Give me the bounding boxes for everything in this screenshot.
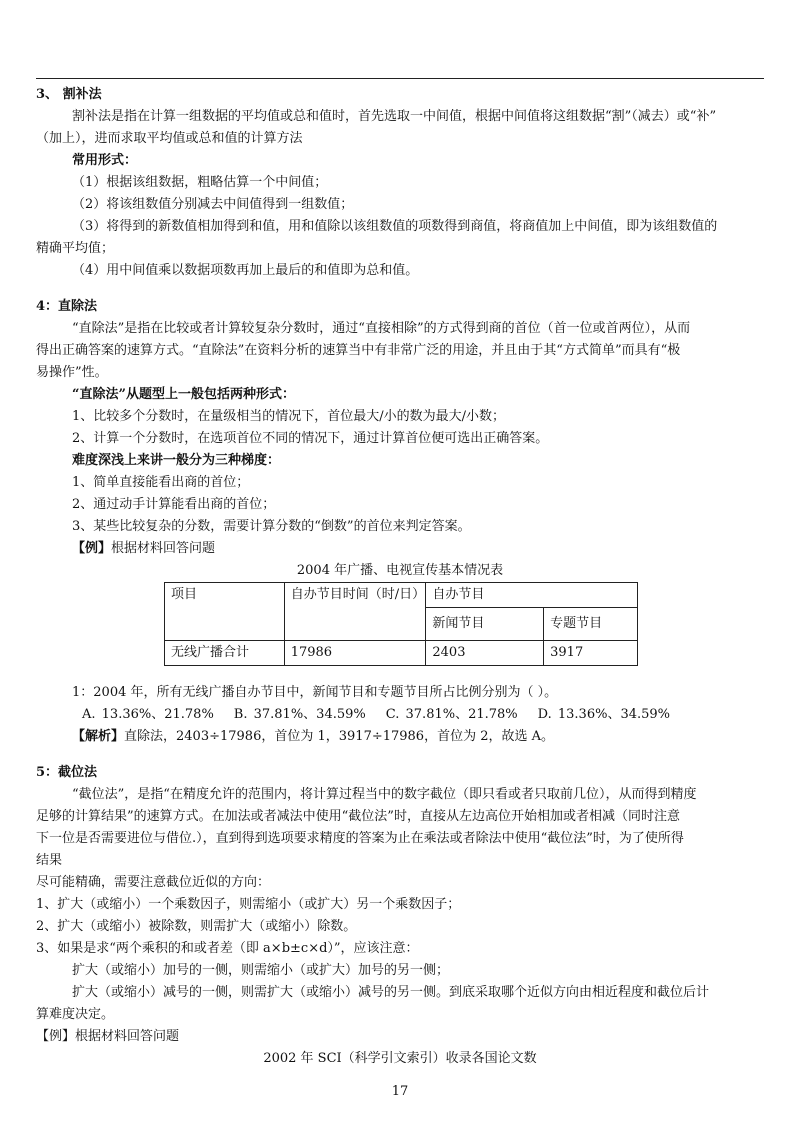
table-cell-news: 2403 <box>426 641 544 666</box>
section-4-heading: 4：直除法 <box>36 299 98 314</box>
section-5-para-4: 结果 <box>36 853 63 868</box>
table-header-self: 自办节目 <box>426 583 638 608</box>
section-4-forms-title: “直除法”从题型上一般包括两种形式： <box>72 387 295 402</box>
option-b: B. 37.81%、34.59% <box>233 707 366 722</box>
section-5-example: 【例】根据材料回答问题 <box>36 1029 180 1044</box>
section-4-para: “直除法”是指在比较或者计算较复杂分数时，通过“直接相除”的方式得到商的首位（首一位或首两位），从而 <box>72 321 691 336</box>
section-3-form-3: （3）将得到的新数值相加得到和值，用和值除以该组数值的项数得到商值，将商值加上中间值，即为该组数值的 <box>72 219 718 234</box>
section-4-para-end: 易操作”性。 <box>36 365 108 380</box>
section-4-level-1: 1、简单直接能看出商的首位； <box>72 475 250 490</box>
analysis-text: 直除法，2403÷17986，首位为 1，3917÷17986，首位为 2，故选 A。 <box>124 729 555 744</box>
header-rule <box>36 78 764 79</box>
table-title: 2004 年广播、电视宣传基本情况表 <box>296 563 504 578</box>
analysis <box>36 726 764 748</box>
section-5-para-2: 足够的计算结果”的速算方式。在加法或者减法中使用“截位法”时，直接从左边高位开始相加或者相减（同时注意 <box>36 809 680 824</box>
sci-table-title: 2002 年 SCI（科学引文索引）收录各国论文数 <box>263 1051 537 1066</box>
section-5-rule-3b: 扩大（或缩小）减号的一侧，则需扩大（或缩小）减号的另一侧。到底采取哪个近似方向由相近程度和截位后计 <box>72 985 710 1000</box>
broadcast-table <box>164 582 638 666</box>
answer-options <box>36 704 764 726</box>
section-3-form-4: （4）用中间值乘以数据项数再加上最后的和值即为总和值。 <box>72 263 419 278</box>
example-tag: 【例】 <box>72 541 112 556</box>
section-3-form-3-cont: 精确平均值； <box>36 241 115 256</box>
section-4-level-3: 3、某些比较复杂的分数，需要计算分数的“倒数”的首位来判定答案。 <box>72 519 471 534</box>
section-4-example <box>36 538 764 560</box>
table-header-special: 专题节目 <box>544 608 638 641</box>
section-3-form-2: （2）将该组数值分别减去中间值得到一组数值； <box>72 197 354 212</box>
document-page <box>36 84 764 1070</box>
section-5-rule-3: 3、如果是求“两个乘积的和或者差（即 a×b±c×d）”，应该注意： <box>36 941 419 956</box>
section-5-rule-1: 1、扩大（或缩小）一个乘数因子，则需缩小（或扩大）另一个乘数因子； <box>36 897 461 912</box>
analysis-tag: 【解析】 <box>72 729 125 744</box>
section-5-heading: 5：截位法 <box>36 765 98 780</box>
page-number: 17 <box>391 1084 409 1099</box>
section-5-rule-3a: 扩大（或缩小）加号的一侧，则需缩小（或扩大）加号的另一侧； <box>72 963 450 978</box>
table-header-item: 项目 <box>165 583 285 641</box>
section-4-level-2: 2、通过动手计算能看出商的首位； <box>72 497 276 512</box>
section-3-intro: 割补法是指在计算一组数据的平均值或总和值时，首先选取一中间值，根据中间值将这组数据“割”（减去）或“补” <box>72 109 717 124</box>
section-5-rule-2: 2、扩大（或缩小）被除数，则需扩大（或缩小）除数。 <box>36 919 357 934</box>
table-cell-label: 无线广播合计 <box>165 641 285 666</box>
table-cell-time: 17986 <box>284 641 426 666</box>
section-4-levels-title: 难度深浅上来讲一般分为三种梯度： <box>72 453 281 468</box>
option-d: D. 13.36%、34.59% <box>537 707 671 722</box>
section-3-forms-title: 常用形式： <box>72 153 138 168</box>
section-4-form-1: 1、比较多个分数时，在量级相当的情况下，首位最大/小的数为最大/小数； <box>72 409 506 424</box>
table-header-news: 新闻节目 <box>426 608 544 641</box>
section-5-rule-3b-cont: 算难度决定。 <box>36 1007 115 1022</box>
section-4-para-cont: 得出正确答案的速算方式。“直除法”在资料分析的速算当中有非常广泛的用途，并且由于其“方式简单”而具有“极 <box>36 343 681 358</box>
section-3-form-1: （1）根据该组数据，粗略估算一个中间值； <box>72 175 328 190</box>
section-5-para: “截位法”，是指“在精度允许的范围内，将计算过程当中的数字截位（即只看或者只取前几位），从而得到精度 <box>72 787 697 802</box>
option-c: C. 37.81%、21.78% <box>385 707 518 722</box>
section-4-form-2: 2、计算一个分数时，在选项首位不同的情况下，通过计算首位便可选出正确答案。 <box>72 431 549 446</box>
question-1: 1：2004 年，所有无线广播自办节目中，新闻节目和专题节目所占比例分别为（ ）。 <box>72 685 558 700</box>
example-text: 根据材料回答问题 <box>111 541 216 556</box>
option-a: A. 13.36%、21.78% <box>82 707 214 722</box>
table-row <box>165 641 638 666</box>
table-cell-special: 3917 <box>544 641 638 666</box>
table-header-time: 自办节目时间（时/日） <box>284 583 426 641</box>
section-3-intro-cont: （加上），进而求取平均值或总和值的计算方法 <box>36 131 303 146</box>
section-3-heading: 3、 割补法 <box>36 87 102 102</box>
section-5-para-3: 下一位是否需要进位与借位.），直到得到选项要求精度的答案为止在乘法或者除法中使用“截位法”时，为了使所得 <box>36 831 684 846</box>
section-5-para-5: 尽可能精确，需要注意截位近似的方向： <box>36 875 271 890</box>
